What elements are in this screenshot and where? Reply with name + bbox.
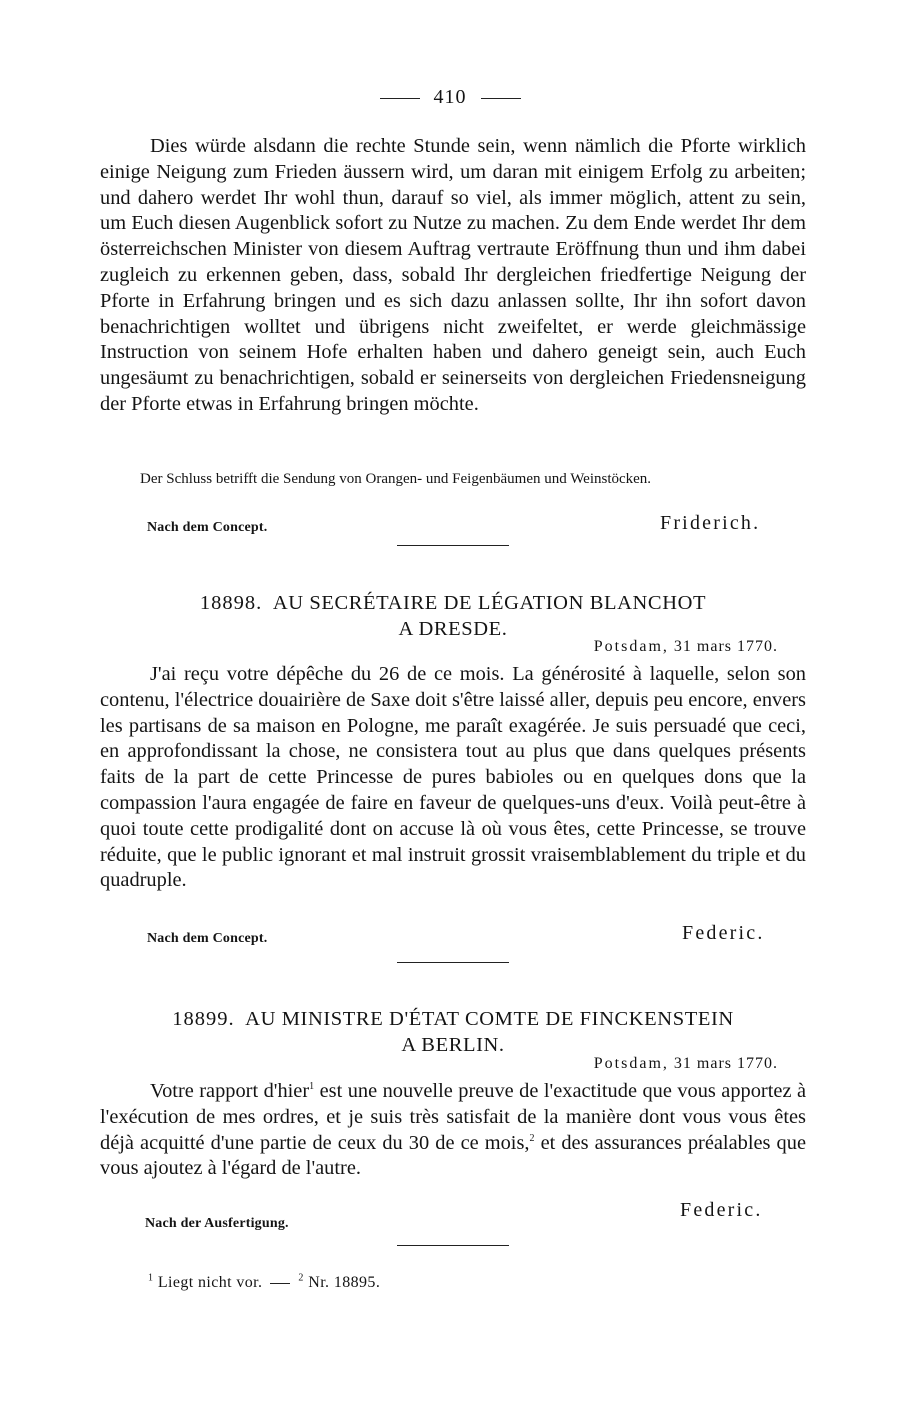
letter2-heading [100, 590, 806, 642]
footnote-mark-2: 2 [298, 1272, 304, 1284]
letter3-signature: Federic. [680, 1199, 763, 1221]
letter2-heading-line1 [100, 590, 806, 616]
letter2-addressee: AU SECRÉTAIRE DE LÉGATION BLANCHOT [272, 592, 707, 614]
letter3-dateline [594, 1055, 778, 1073]
letter3-paragraph [100, 1079, 806, 1182]
letter2-body [100, 662, 806, 894]
letter1-paragraph: Dies würde alsdann die rechte Stunde sein, wenn nämlich die Pforte wirklich einige Neigung zum Frieden äussern wird, um daran mit einigem Erfolg zu arbeiten; und dahero werdet Ihr wohl thun, darauf so viel, als immer möglich, attent zu sein, um Euch diesen Augenblick sofort zu Nutze zu machen. Zu dem Ende werdet Ihr dem österreichschen Minister von diesem Auftrag vertraute Eröffnung thun und ihm dabei zugleich zu erkennen geben, dass, sobald Ihr dergleichen friedfertige Neigung der Pforte in Erfahrung bringen und es sich dazu anlassen sollte, Ihr ihn sofort davon benachrichtigen wolltet und übrigens nicht zweifeltet, er werde gleichmässige Instruction von seinem Hofe erhalten haben und dahero geneigt sein, auch Euch ungesäumt zu benachrichtigen, sobald er seinerseits von dergleichen Friedensneigung der Pforte etwas in Erfahrung bringen möchte. [100, 135, 806, 415]
letter2-date: 31 mars 1770. [673, 638, 778, 655]
letter2-signature: Federic. [682, 922, 765, 944]
footnotes [148, 1274, 380, 1292]
separator-rule-3 [397, 1245, 509, 1246]
letter2-heading-line2: A DRESDE. [398, 618, 508, 640]
page-number-line [0, 86, 900, 109]
letter2-paragraph: J'ai reçu votre dépêche du 26 de ce mois. La générosité à laquelle, selon son contenu, l'électrice douairière de Saxe doit s'être laissé aller, depuis peu encore, envers les partisans de sa maison en Pologne, me paraît exagérée. Je suis persuadé que ceci, en approfondissant la chose, ne consistera tout au plus que dans quelques présents faits de la part de cette Princesse de pures babioles ou en quelques dons que la compassion l'aura engagée de faire en faveur de quelques-uns d'eux. Voilà peut-être à quoi toute cette prodigalité dont on accuse là où vous êtes, cette Princesse, se trouve réduite, que le public ignorant et mal instruit grossit vraisemblablement du triple et du quadruple. [100, 663, 806, 892]
letter3-place: Potsdam, [593, 1055, 669, 1072]
letter2-dateline [594, 638, 778, 656]
letter3-heading [100, 1006, 806, 1058]
letter3-source: Nach der Ausfertigung. [145, 1216, 289, 1231]
letter1-signature: Friderich. [660, 512, 761, 534]
letter3-heading-line1 [100, 1006, 806, 1032]
page-number-dash-left [380, 98, 420, 99]
letter3-text-2: est une nouvelle preuve de l'exactitude que vous apportez à l'exécution de mes ordres, et je suis très satisfait de la manière dont vous vous êtes déjà acquitté d'une partie de ceux du 30 de ce mois, [100, 1080, 806, 1154]
page-number: 410 [433, 86, 467, 108]
letter2-place: Potsdam, [593, 638, 669, 655]
separator-rule-1 [397, 545, 509, 546]
footnote-dash [270, 1283, 290, 1284]
footnote-1-text: Liegt nicht vor. [157, 1274, 263, 1291]
letter3-body [100, 1079, 806, 1182]
letter3-text-3: et des assurances préalables que vous ajoutez à l'égard de l'autre. [100, 1131, 806, 1180]
letter3-text-1: Votre rapport d'hier [150, 1080, 310, 1102]
letter3-number: 18899. [172, 1008, 235, 1030]
letter3-heading-line2: A BERLIN. [401, 1034, 505, 1056]
footnote-mark-1: 1 [148, 1272, 154, 1284]
page-number-dash-right [481, 98, 521, 99]
footnote-ref-2: 2 [529, 1132, 535, 1144]
letter3-addressee: AU MINISTRE D'ÉTAT COMTE DE FINCKENSTEIN [245, 1008, 734, 1030]
letter2-number: 18898. [199, 592, 263, 614]
letter3-date: 31 mars 1770. [673, 1055, 778, 1072]
letter2-source: Nach dem Concept. [147, 931, 268, 946]
letter1-body [100, 134, 806, 418]
letter1-source: Nach dem Concept. [147, 520, 268, 535]
letter1-note: Der Schluss betrifft die Sendung von Orangen- und Feigenbäumen und Weinstöcken. [140, 471, 652, 487]
separator-rule-2 [397, 962, 509, 963]
footnote-ref-1: 1 [309, 1081, 315, 1093]
footnote-2-text: Nr. 18895. [308, 1274, 381, 1291]
